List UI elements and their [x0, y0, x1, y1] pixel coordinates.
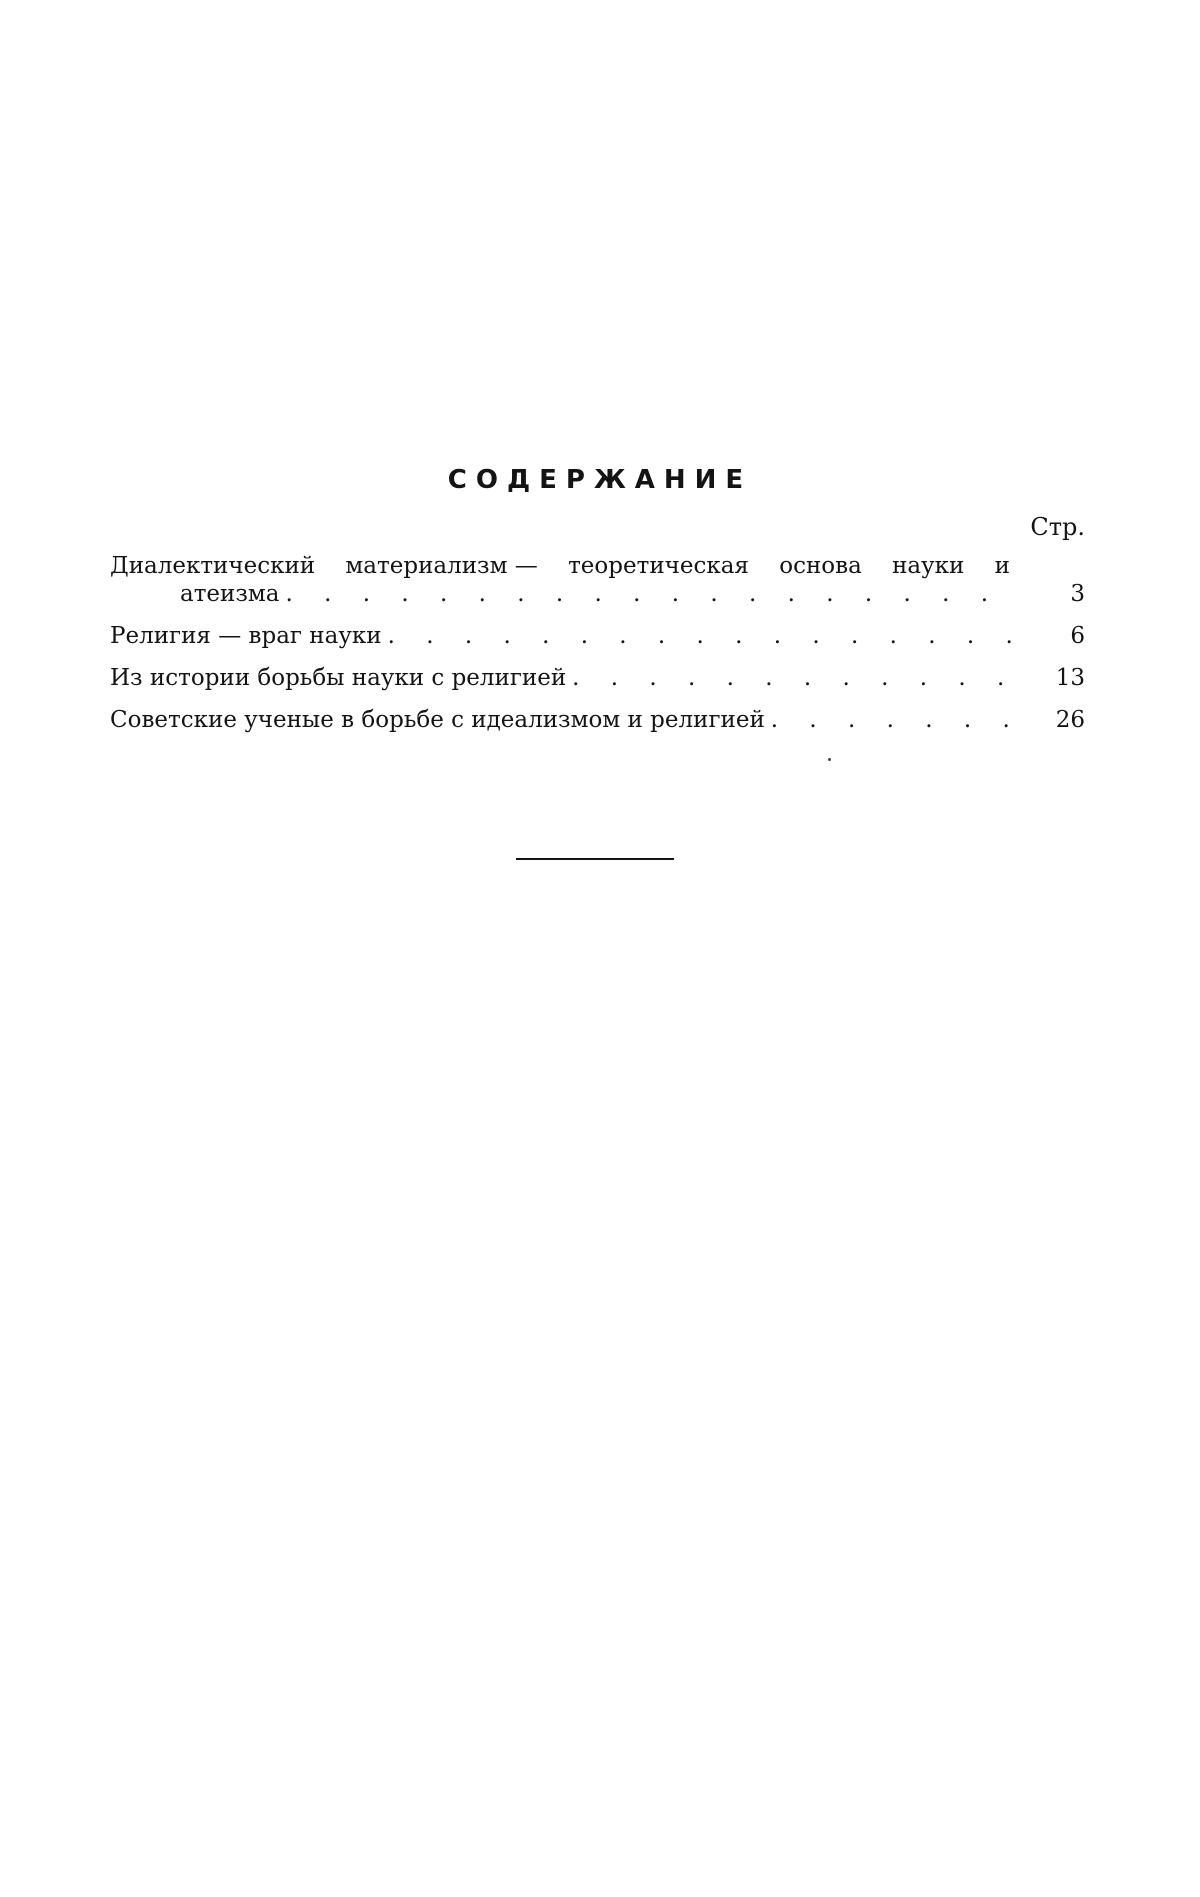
toc-entry-line	[110, 706, 1085, 734]
toc-page-number: 13	[1055, 665, 1085, 691]
dot-leader	[572, 664, 1019, 692]
toc-entry	[110, 552, 1085, 608]
toc-entry	[110, 664, 1085, 692]
toc-list	[110, 552, 1085, 748]
toc-page-number: 26	[1055, 707, 1085, 733]
toc-entry-continuation	[110, 580, 1085, 608]
toc-entry-word: науки	[892, 553, 965, 579]
toc-entry-word: материализм —	[345, 553, 538, 579]
toc-entry-title: Религия — враг науки	[110, 623, 382, 649]
dot-leader	[388, 622, 1019, 650]
toc-entry-title-line	[110, 552, 1010, 580]
toc-entry-word: Диалектический	[110, 553, 316, 579]
toc-entry-line	[110, 622, 1085, 650]
toc-entry-line	[110, 664, 1085, 692]
toc-entry-title: Советские ученые в борьбе с идеализмом и религией	[110, 707, 765, 733]
print-speck	[828, 758, 831, 761]
dot-leader	[286, 580, 1019, 608]
toc-entry-word: и	[994, 553, 1010, 579]
toc-entry-title: атеизма	[180, 581, 280, 607]
toc-page-number: 6	[1070, 623, 1085, 649]
page-column-label: Стр.	[1030, 513, 1085, 541]
closing-rule	[516, 858, 674, 860]
toc-entry	[110, 706, 1085, 734]
contents-title: СОДЕРЖАНИЕ	[447, 465, 753, 495]
toc-entry-word: основа	[779, 553, 862, 579]
toc-entry	[110, 622, 1085, 650]
toc-entry-word: теоретическая	[568, 553, 749, 579]
toc-entry-title: Из истории борьбы науки с религией	[110, 665, 567, 691]
toc-page-number: 3	[1070, 581, 1085, 607]
dot-leader	[771, 706, 1019, 734]
